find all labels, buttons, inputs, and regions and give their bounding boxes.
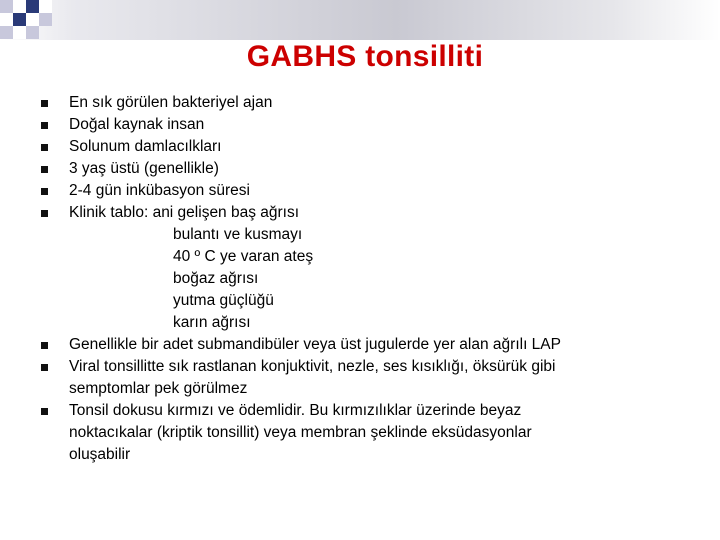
bullet-square-icon xyxy=(41,408,48,415)
bullet-square-icon xyxy=(41,100,48,107)
list-item-text: oluşabilir xyxy=(69,446,131,463)
list-item-text: En sık görülen bakteriyel ajan xyxy=(69,94,273,111)
bullet-square-icon xyxy=(41,166,48,173)
bullet-square-icon xyxy=(41,188,48,195)
list-item-text: Klinik tablo: ani gelişen baş ağrısı xyxy=(69,204,300,221)
list-item-text: 2-4 gün inkübasyon süresi xyxy=(69,182,250,199)
bullet-square-icon xyxy=(41,210,48,217)
list-item-text: yutma güçlüğü xyxy=(173,292,274,309)
list-item-text: Solunum damlacılkları xyxy=(69,138,222,155)
decorative-squares xyxy=(0,0,64,44)
bullet-square-icon xyxy=(41,144,48,151)
list-item-text: Viral tonsillitte sık rastlanan konjuktivit, nezle, ses kısıklığı, öksürük gibi xyxy=(69,358,556,375)
list-item-text: boğaz ağrısı xyxy=(173,270,259,287)
list-item-text: karın ağrısı xyxy=(173,314,251,331)
list-item-text: noktacıkalar (kriptik tonsillit) veya membran şeklinde eksüdasyonlar xyxy=(69,424,532,441)
bullet-square-icon xyxy=(41,342,48,349)
list-item-text: bulantı ve kusmayı xyxy=(173,226,303,243)
slide-title-text: GABHS tonsilliti xyxy=(246,40,484,73)
decorative-top-band xyxy=(0,0,720,40)
list-item-text: 3 yaş üstü (genellikle) xyxy=(69,160,219,177)
list-item-text: Doğal kaynak insan xyxy=(69,116,205,133)
list-item-text: 40 º C ye varan ateş xyxy=(173,248,314,265)
slide-title xyxy=(0,40,720,74)
bullet-square-icon xyxy=(41,364,48,371)
bullet-square-icon xyxy=(41,122,48,129)
list-item-text: semptomlar pek görülmez xyxy=(69,380,248,397)
list-item-text: Genellikle bir adet submandibüler veya üst jugulerde yer alan ağrılı LAP xyxy=(69,336,561,353)
list-item-text: Tonsil dokusu kırmızı ve ödemlidir. Bu kırmızılıklar üzerinde beyaz xyxy=(69,402,522,419)
